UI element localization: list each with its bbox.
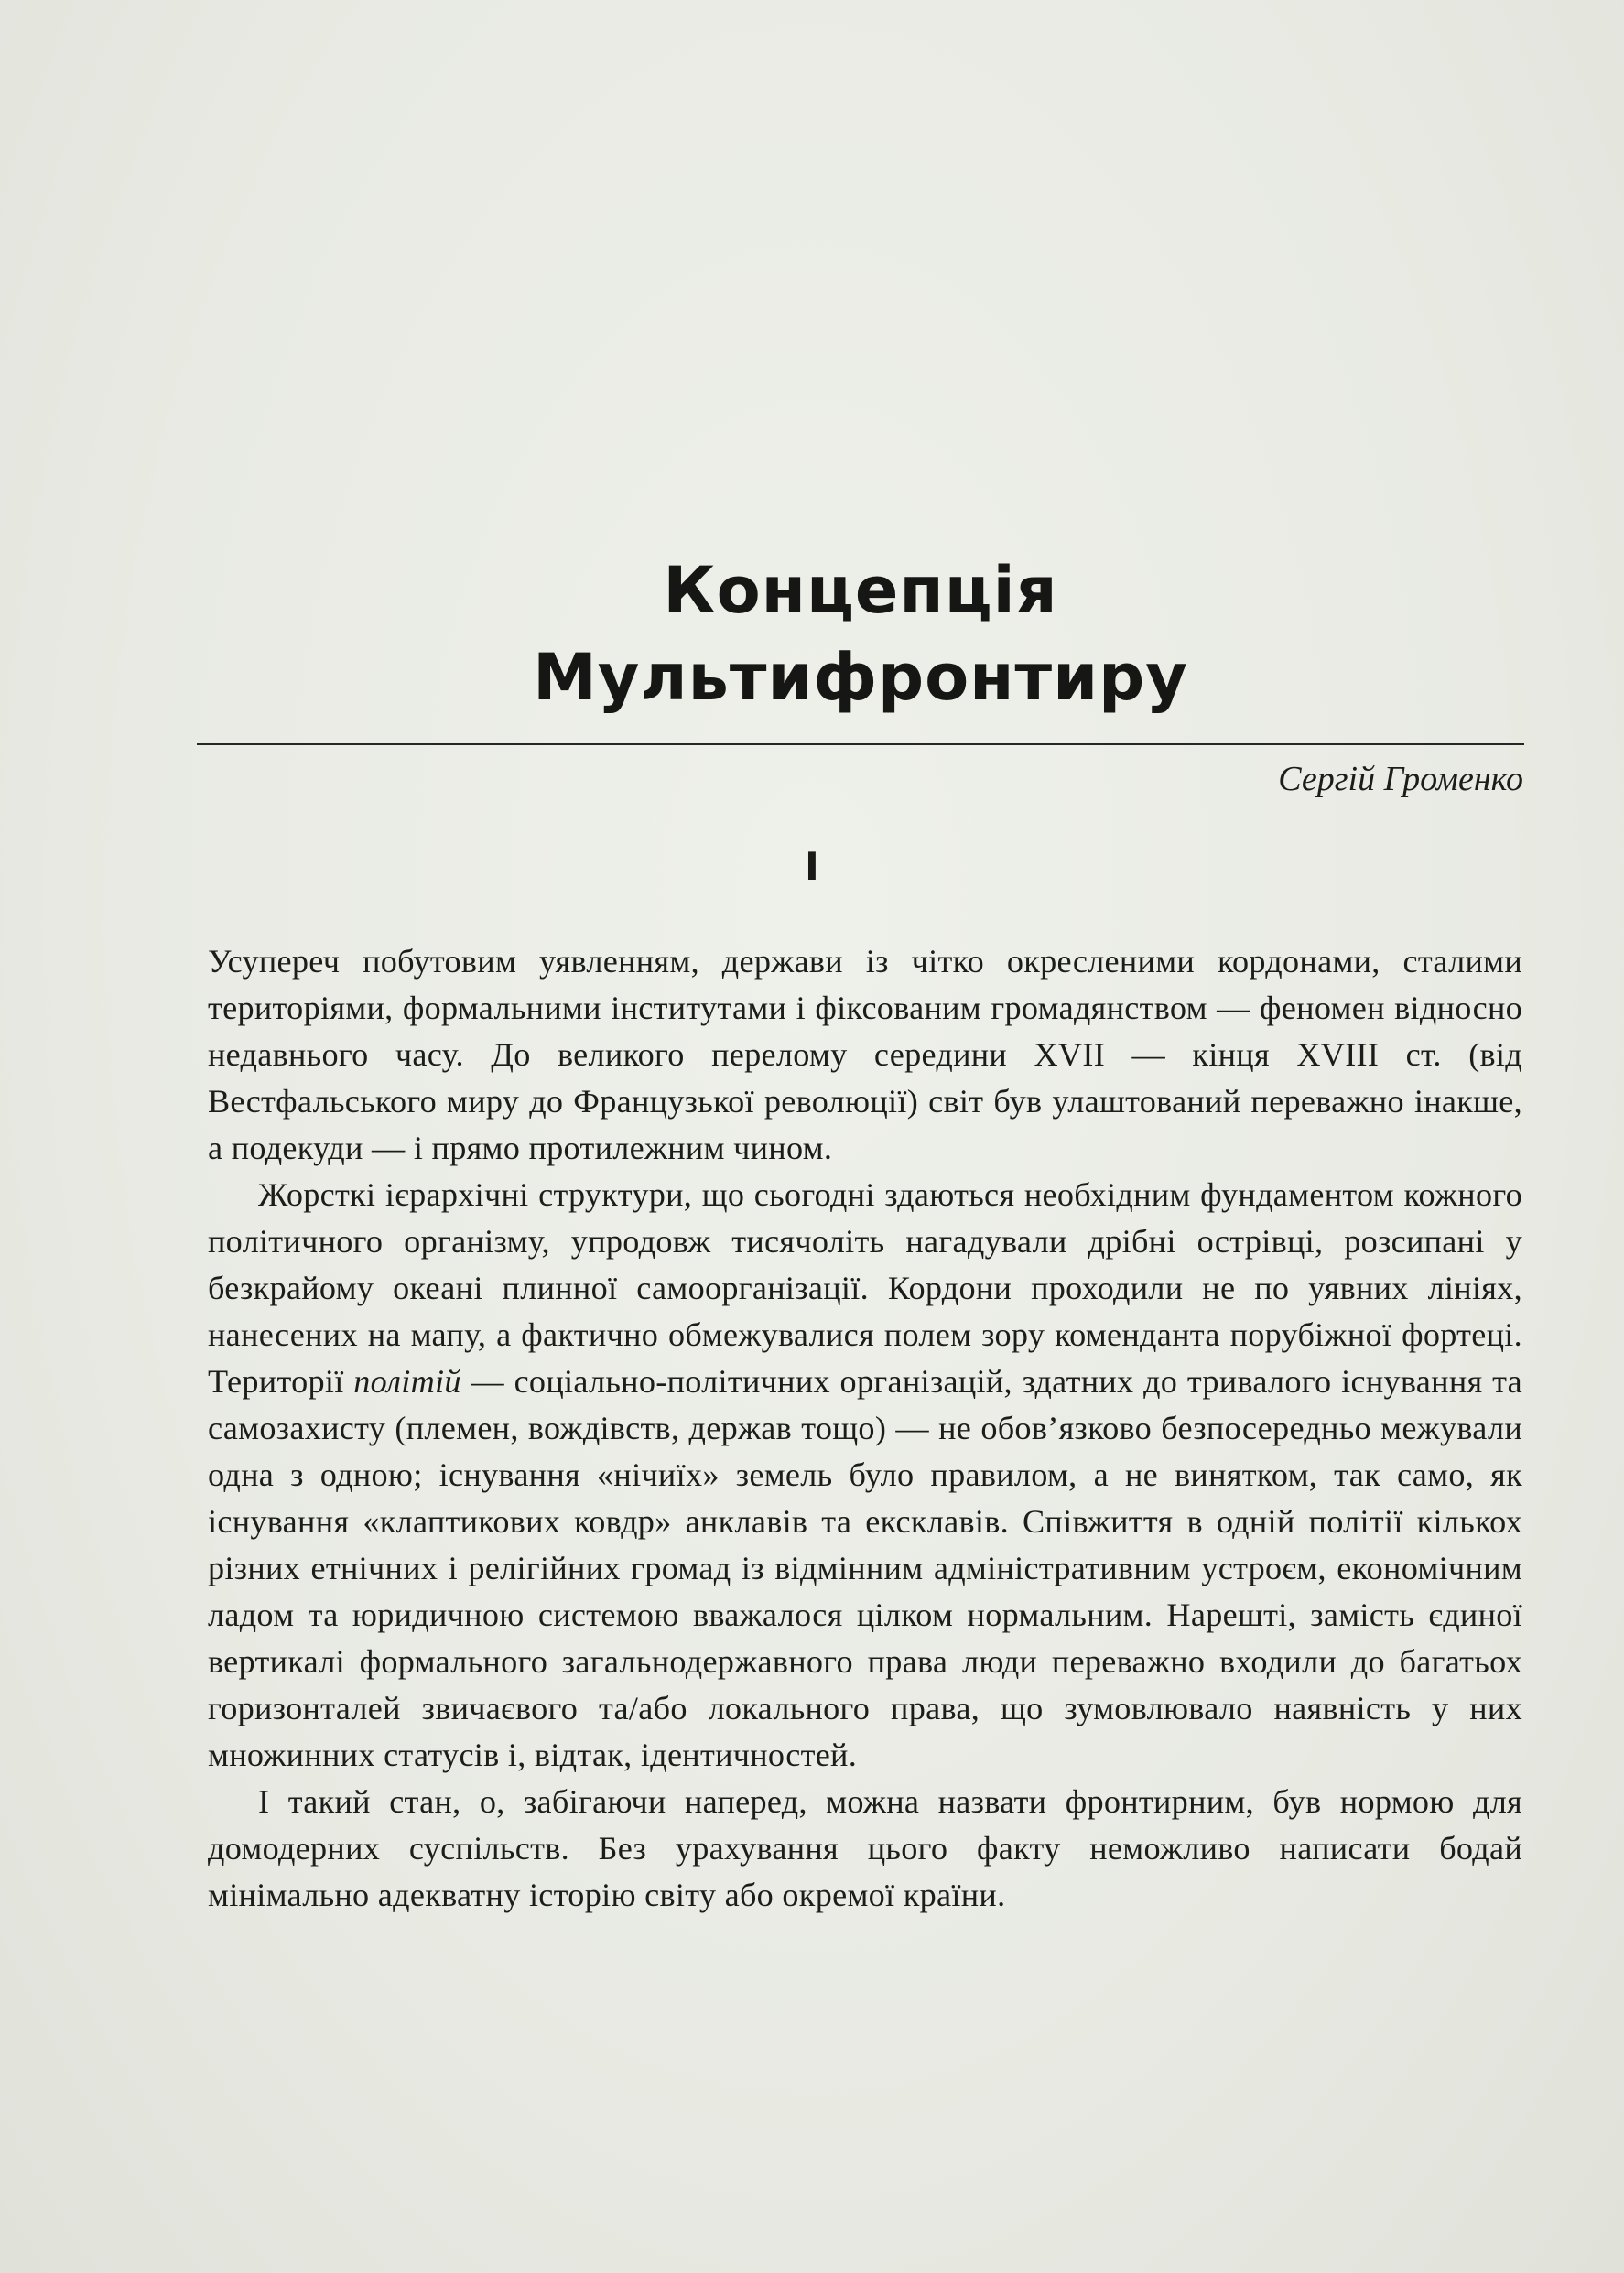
paragraph-2 (208, 1172, 1522, 1779)
title-divider (197, 743, 1524, 745)
chapter-title-line-1: Концепція (663, 553, 1058, 628)
paragraph-2-text-b: — соціально-політичних організацій, здатних до тривалого існування та самозахисту (племен, вождівств, держав тощо) — не обов’язково безпосередньо межували одна з одною; існування «нічиїх» земель було правилом, а не винятком, так само, як існування «клаптикових ковдр» анклавів та ексклавів. Співжиття в одній політії кількох різних етнічних і релігійних громад із відмінним адміністративним устроєм, економічним ладом та юридичною системою вважалося цілком нормальним. Нарешті, замість єдиної вертикалі формального загальнодержавного права люди переважно входили до багатьох горизонталей звичаєвого та/або локального права, що зумовлювало наявність у них множинних статусів і, відтак, ідентичностей. (208, 1363, 1522, 1773)
paragraph-2-emphasis: політій (353, 1363, 461, 1400)
paragraph-1: Усупереч побутовим уявленням, держави із чітко окресленими кордонами, сталими територіями, формальними інститутами і фіксованим громадянством — феномен відносно недавнього часу. До великого перелому середини XVII — кінця XVIII ст. (від Вестфальського миру до Французької революції) світ був улаштований переважно інакше, а подекуди — і прямо протилежним чином. (208, 943, 1522, 1166)
article-body (208, 938, 1522, 1919)
chapter-title-line-2: Мультифронтиру (533, 640, 1188, 715)
chapter-title (192, 547, 1529, 721)
author-name: Сергій Громенко (1278, 760, 1523, 798)
paragraph-3: І такий стан, о, забігаючи наперед, можна назвати фронтирним, був нормою для домодерних суспільств. Без урахування цього факту неможливо написати бодай мінімально адекватну історію світу або окремої країни. (208, 1783, 1522, 1913)
section-number: I (805, 844, 819, 889)
paragraph-2-text-a: Жорсткі ієрархічні структури, що сьогодні здаються необхідним фундаментом кожного політичного організму, упродовж тисячоліть нагадували дрібні острівці, розсипані у безкрайому океані плинної самоорганізації. Кордони проходили не по уявних лініях, нанесених на мапу, а фактично обмежувалися полем зору коменданта порубіжної фортеці. Території (208, 1176, 1522, 1400)
